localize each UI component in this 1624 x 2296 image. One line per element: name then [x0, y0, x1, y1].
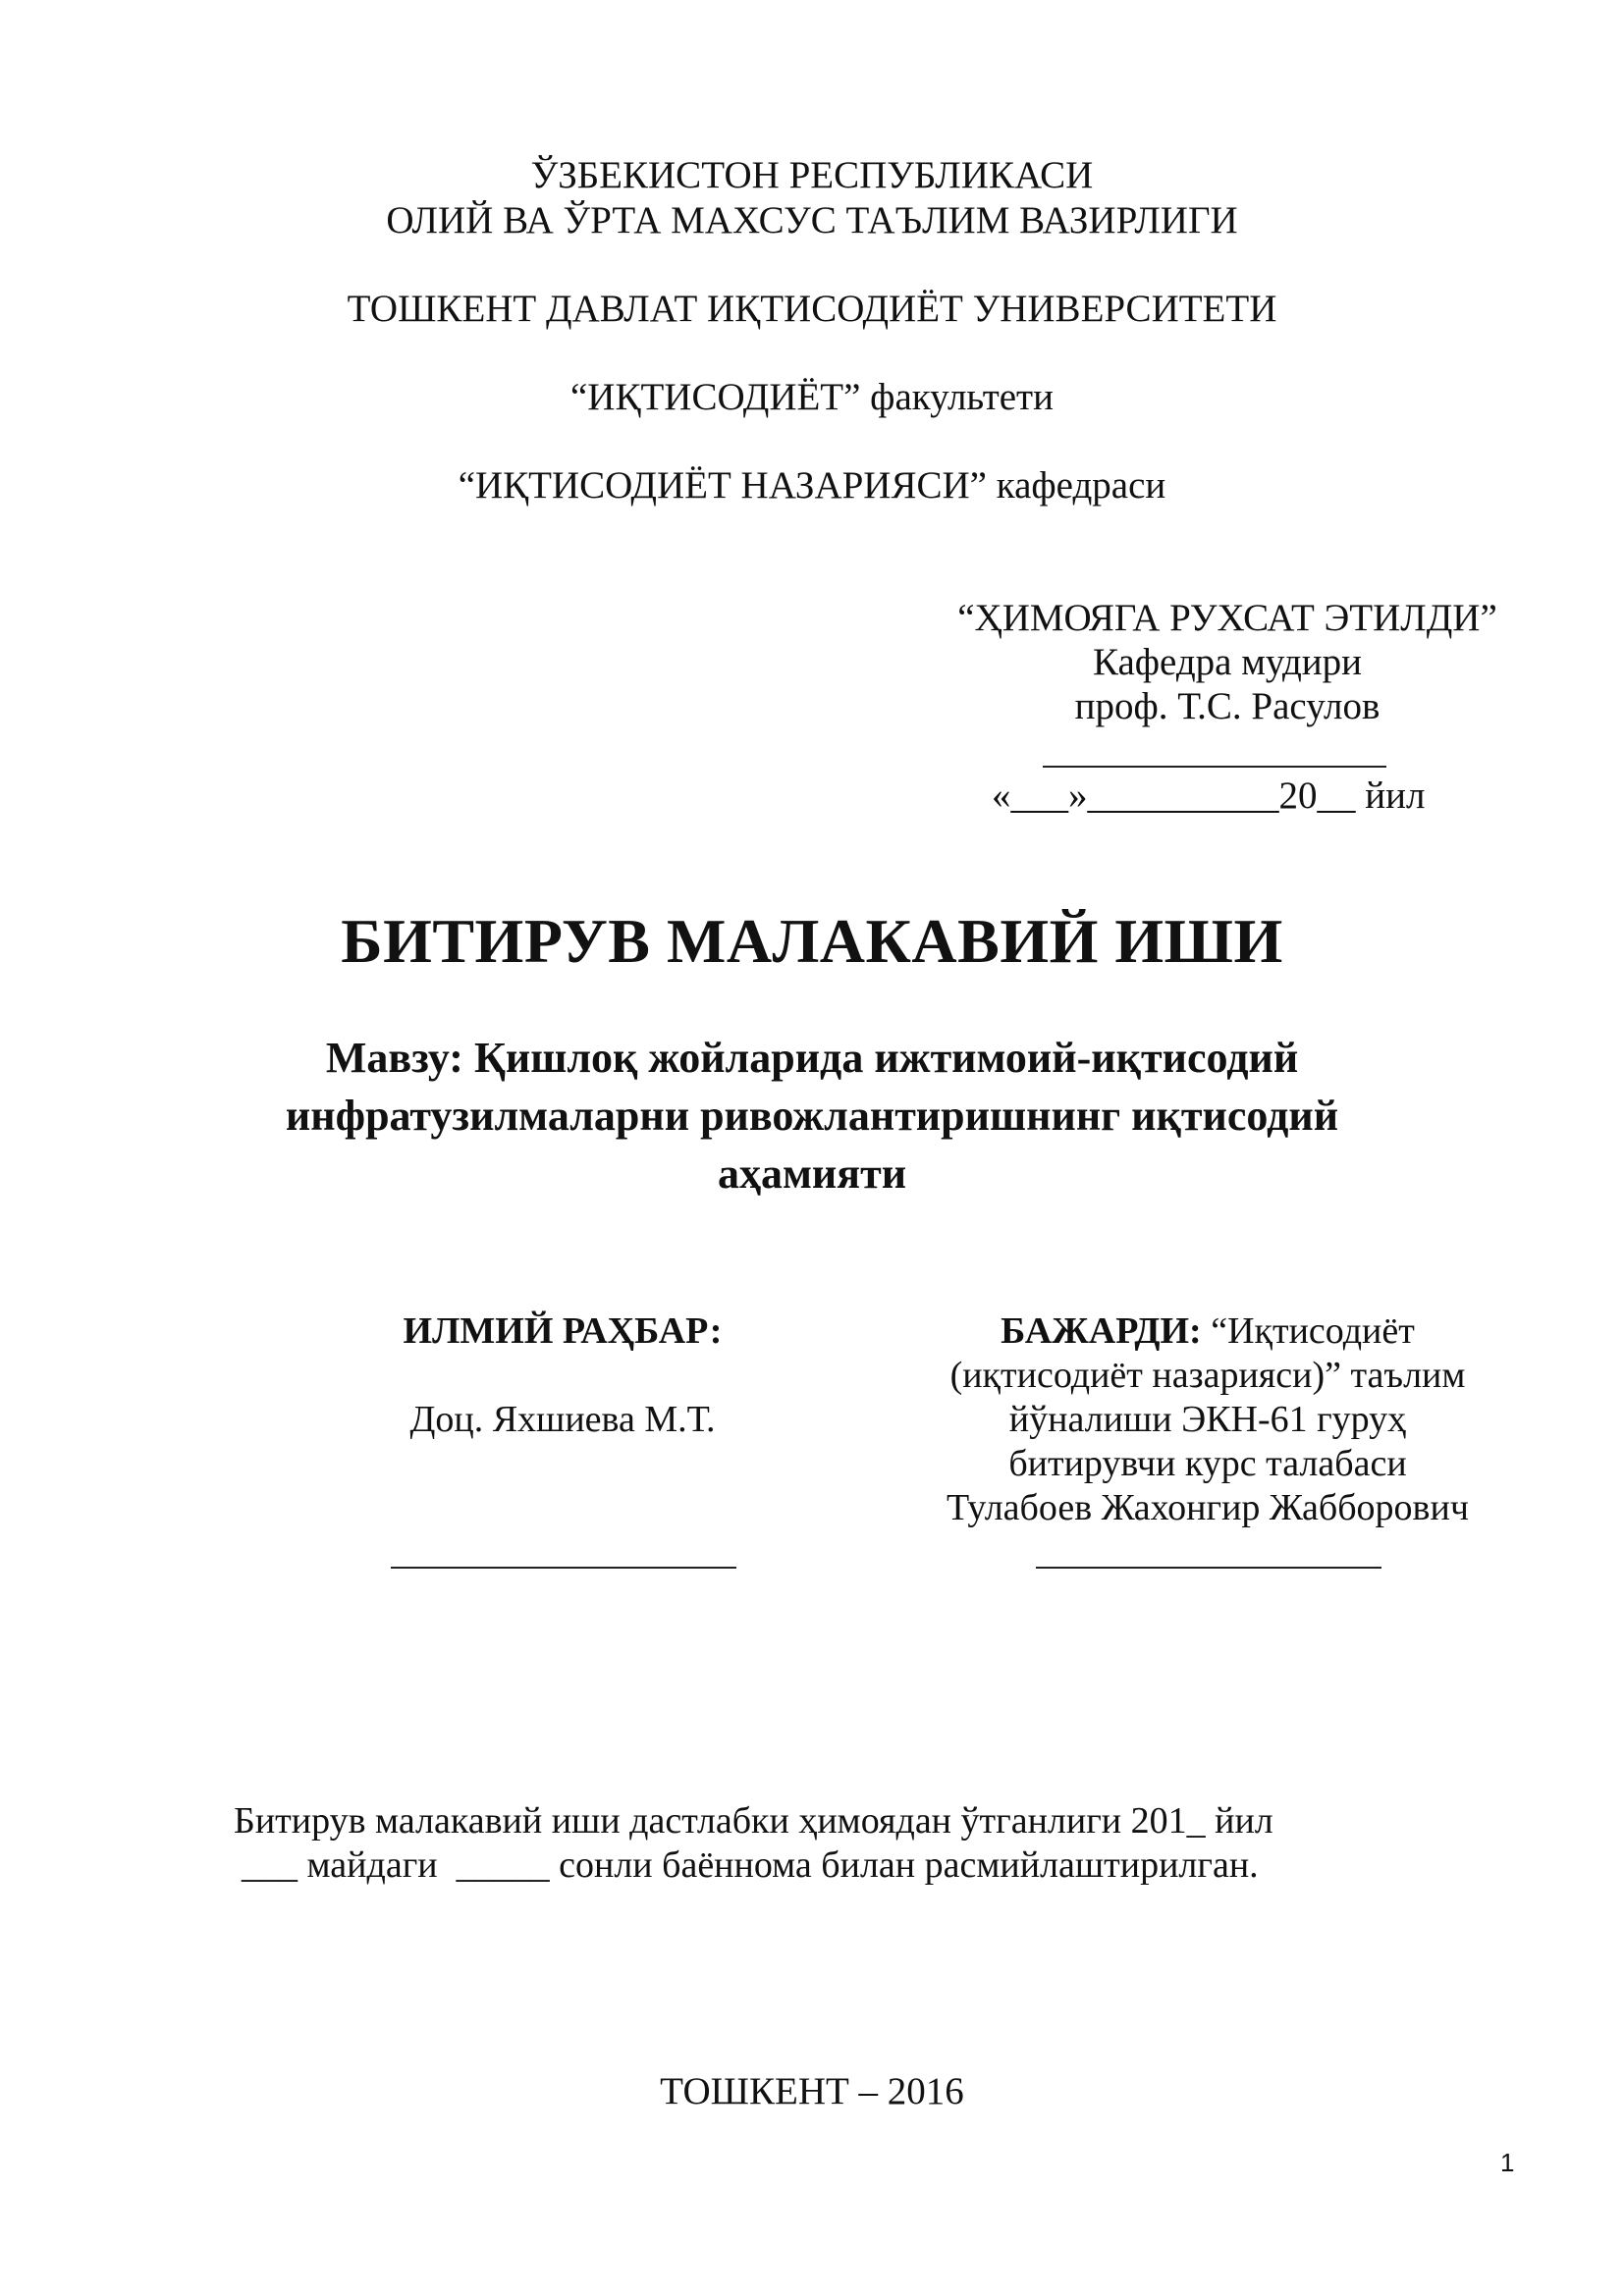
author-line-3: йўналиши ЭКН-61 гуруҳ	[1008, 1399, 1407, 1440]
page-number: 1	[1500, 2148, 1515, 2177]
author-line-2: (иқтисодиёт назарияси)” таълим	[949, 1355, 1466, 1396]
author-name: Тулабоев Жахонгир Жабборович	[947, 1487, 1469, 1528]
defense-note-line-2: ___ майдаги _____ сонли баённома билан расмийлаштирилган.	[242, 1844, 1259, 1886]
approval-name: проф. Т.С. Расулов	[1074, 685, 1380, 727]
topic-line-3: аҳамияти	[717, 1149, 907, 1198]
approval-date-line: «___»__________20__ йил	[992, 774, 1426, 817]
author-label: БАЖАРДИ:	[1001, 1310, 1202, 1352]
department-heading: “ИҚТИСОДИЁТ НАЗАРИЯСИ” кафедраси	[458, 464, 1166, 507]
topic-line-2: инфратузилмаларни ривожлантиришнинг иқтисодий	[285, 1092, 1339, 1140]
city-year: ТОШКЕНТ – 2016	[660, 2070, 964, 2112]
topic-line-1: Мавзу: Қишлоқ жойларида ижтимоий-иқтисодий	[325, 1034, 1299, 1082]
work-title: БИТИРУВ МАЛАКАВИЙ ИШИ	[341, 906, 1283, 976]
approval-signature-line	[1043, 766, 1386, 768]
ministry-heading: ОЛИЙ ВА ЎРТА МАХСУС ТАЪЛИМ ВАЗИРЛИГИ	[386, 199, 1238, 241]
supervisor-signature-line	[391, 1567, 736, 1569]
faculty-heading: “ИҚТИСОДИЁТ” факультети	[570, 376, 1054, 418]
supervisor-name: Доц. Яхшиева М.Т.	[409, 1399, 716, 1440]
university-heading: ТОШКЕНТ ДАВЛАТ ИҚТИСОДИЁТ УНИВЕРСИТЕТИ	[347, 288, 1277, 330]
defense-note-line-1: Битирув малакавий иши дастлабки ҳимоядан ўтганлиги 201_ йил	[234, 1800, 1273, 1842]
author-signature-line	[1036, 1567, 1381, 1569]
approval-heading: “ҲИМОЯГА РУХСАТ ЭТИЛДИ”	[957, 597, 1497, 639]
author-line-4: битирувчи курс талабаси	[1008, 1443, 1407, 1484]
author-line-1	[928, 1309, 1488, 1354]
approval-position: Кафедра мудири	[1092, 641, 1363, 683]
supervisor-label: ИЛМИЙ РАҲБАР:	[403, 1310, 723, 1352]
republic-heading: ЎЗБЕКИСТОН РЕСПУБЛИКАСИ	[530, 154, 1094, 196]
author-program: “Иқтисодиёт	[1201, 1310, 1415, 1352]
